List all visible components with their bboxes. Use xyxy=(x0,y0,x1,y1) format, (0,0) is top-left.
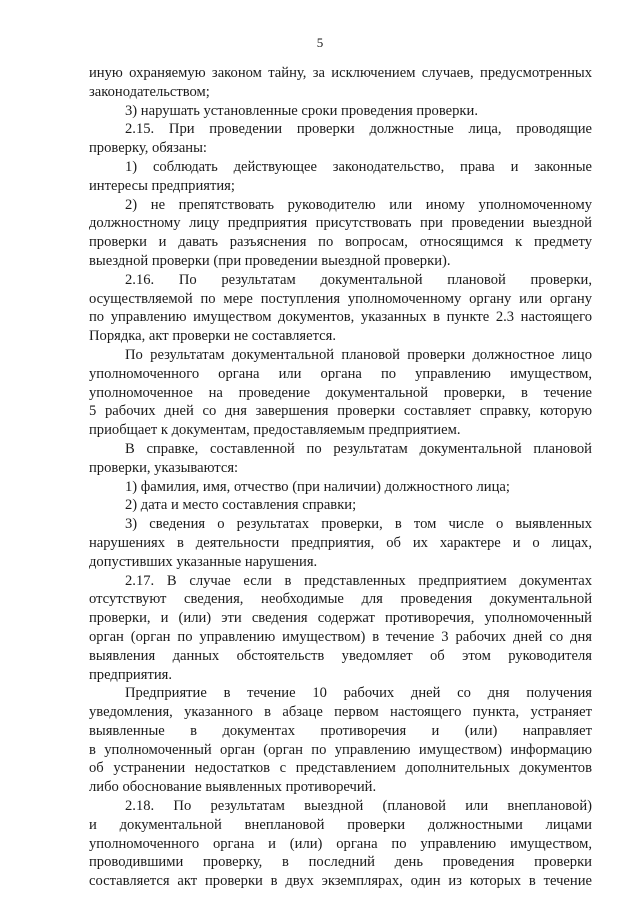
text-line: либо обоснование выявленных противоречий. xyxy=(89,779,377,796)
text-line: уполномоченного органа и (или) органа по управлению имуществом, xyxy=(89,835,592,852)
text-line: должностному лицу предприятия присутствовать при проведении выездной xyxy=(89,215,592,232)
text-line: 2.18. По результатам выездной (плановой или внеплановой) xyxy=(125,798,592,815)
text-line: уведомления, указанного в абзаце первом настоящего пункта, устраняет xyxy=(89,704,592,721)
text-line: Предприятие в течение 10 рабочих дней со дня получения xyxy=(125,685,592,702)
text-line: осуществляемой по мере поступления уполномоченному органу или органу xyxy=(89,290,592,307)
text-line: допустивших указанные нарушения. xyxy=(89,553,318,570)
text-line: об устранении недостатков с представлением дополнительных документов xyxy=(89,760,592,777)
text-line: в уполномоченный орган (орган по управлению имуществом) информацию xyxy=(89,741,592,758)
text-line: орган (орган по управлению имуществом) в течение 3 рабочих дней со дня xyxy=(89,628,592,645)
text-line: нарушениях в деятельности предприятия, об их характере и о лицах, xyxy=(89,534,592,551)
text-line: отсутствуют сведения, необходимые для проведения документальной xyxy=(89,591,592,608)
text-line: выявленные в документах противоречия и (или) направляет xyxy=(89,722,592,739)
text-line: по управлению имуществом документов, указанных в пункте 2.3 настоящего xyxy=(89,309,592,326)
text-line: 2.17. В случае если в представленных предприятием документах xyxy=(125,572,592,589)
text-line: 5 рабочих дней со дня завершения проверки составляет справку, которую xyxy=(89,403,592,420)
text-line: Порядка, акт проверки не составляется. xyxy=(89,328,336,345)
text-line: проводившими проверку, в последний день проведения проверки xyxy=(89,854,592,871)
text-line: проверки, указываются: xyxy=(89,459,239,476)
text-line: 1) соблюдать действующее законодательство, права и законные xyxy=(125,158,592,175)
text-line: интересы предприятия; xyxy=(89,177,235,194)
text-line: 2) дата и место составления справки; xyxy=(125,497,357,514)
text-line: предприятия. xyxy=(89,666,172,683)
text-line: проверки и давать разъяснения по вопросам, относящимся к предмету xyxy=(89,234,592,251)
text-line: проверки, и (или) эти сведения содержат противоречия, уполномоченный xyxy=(89,610,592,627)
text-line: 2.15. При проведении проверки должностные лица, проводящие xyxy=(125,121,592,138)
text-line: уполномоченного органа или органа по управлению имуществом, xyxy=(89,365,592,382)
text-line: проверку, обязаны: xyxy=(89,140,207,157)
text-line: выявления данных обстоятельств уведомляет об этом руководителя xyxy=(89,647,592,664)
text-line: 2.16. По результатам документальной плановой проверки, xyxy=(125,271,592,288)
text-line: 3) сведения о результатах проверки, в том числе о выявленных xyxy=(125,516,592,533)
text-line: выездной проверки (при проведении выездной проверки). xyxy=(89,252,451,269)
page-number: 5 xyxy=(316,35,324,50)
text-line: иную охраняемую законом тайну, за исключением случаев, предусмотренных xyxy=(89,65,592,81)
text-line: По результатам документальной плановой проверки должностное лицо xyxy=(125,346,592,363)
text-line: уполномоченное на проведение документальной проверки, в течение xyxy=(89,384,592,401)
text-line: и документальной внеплановой проверки должностными лицами xyxy=(89,816,592,833)
text-line: 2) не препятствовать руководителю или иному уполномоченному xyxy=(125,196,592,213)
text-line: 3) нарушать установленные сроки проведения проверки. xyxy=(125,102,478,119)
document-body xyxy=(89,64,592,891)
text-line: составляется акт проверки в двух экземплярах, один из которых в течение xyxy=(89,873,592,890)
text-line: 1) фамилия, имя, отчество (при наличии) должностного лица; xyxy=(125,478,510,495)
text-line: законодательством; xyxy=(89,83,210,100)
text-line: приобщает к документам, предоставляемым предприятием. xyxy=(89,422,461,439)
text-line: В справке, составленной по результатам документальной плановой xyxy=(125,440,592,457)
